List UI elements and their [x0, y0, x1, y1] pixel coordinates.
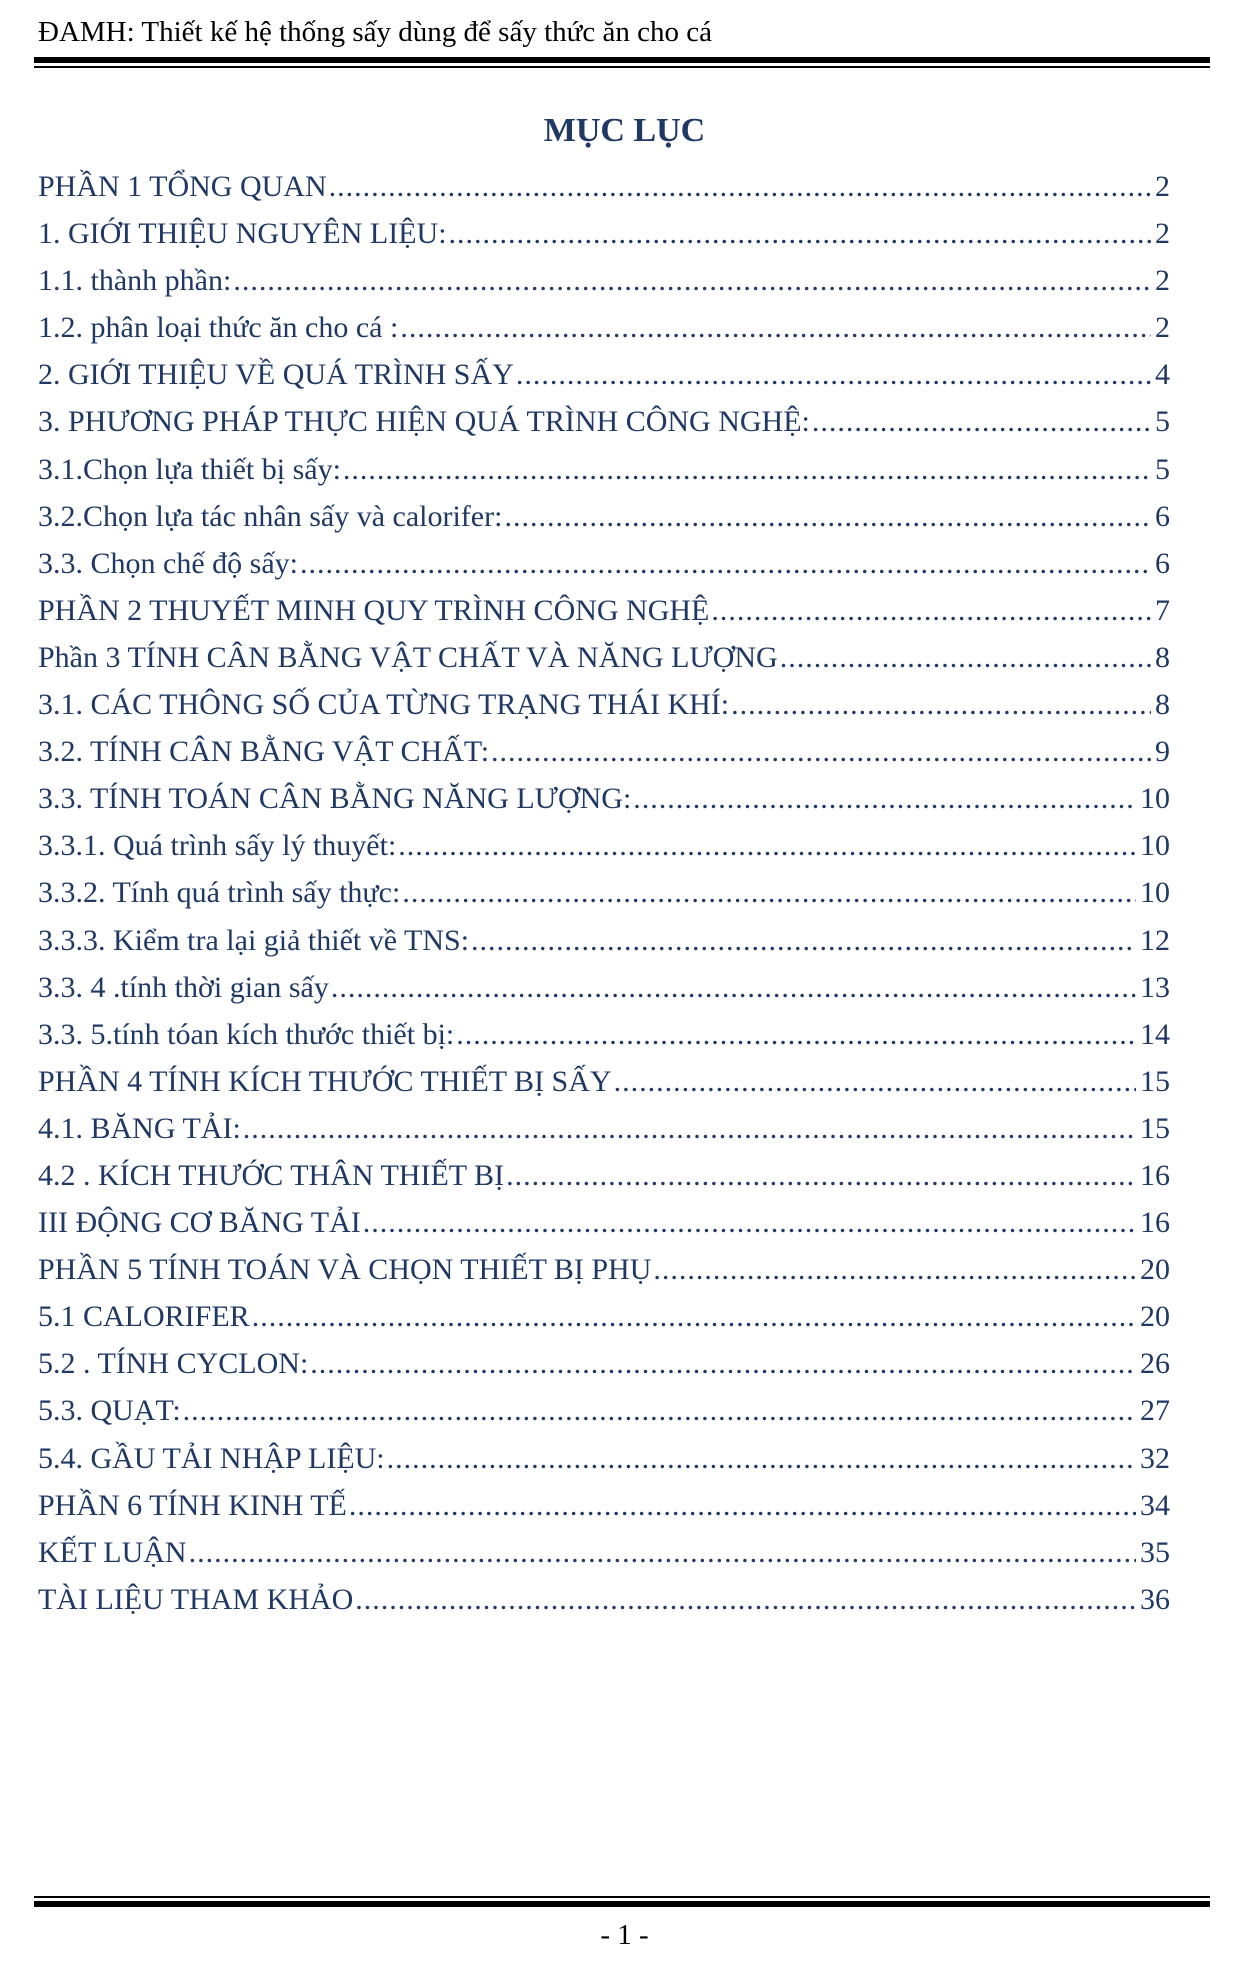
toc-entry-page: 10 — [1140, 829, 1170, 863]
toc-entry[interactable] — [38, 163, 1170, 210]
toc-entry-page: 35 — [1140, 1535, 1170, 1569]
toc-entry-page: 8 — [1155, 640, 1170, 674]
toc-entry-label: PHẦN 1 TỔNG QUAN — [38, 170, 327, 203]
dot-leader — [331, 964, 1136, 1011]
toc-entry-page: 13 — [1140, 970, 1170, 1004]
toc-entry-label: 3.3.2. Tính quá trình sấy thực: — [38, 876, 401, 910]
header-rule — [34, 57, 1210, 68]
toc-entry[interactable] — [38, 1576, 1170, 1623]
toc-entry[interactable] — [38, 1340, 1170, 1387]
toc-entry-page: 10 — [1140, 876, 1170, 910]
dot-leader — [516, 351, 1151, 398]
toc-entry-label: TÀI LIỆU THAM KHẢO — [38, 1582, 354, 1616]
toc-entry-label: 3.3.1. Quá trình sấy lý thuyết: — [38, 829, 397, 863]
toc-entry[interactable] — [38, 775, 1170, 822]
toc-entry-page: 15 — [1140, 1111, 1170, 1145]
toc-entry-label: 3.1.Chọn lựa thiết bị sấy: — [38, 452, 341, 486]
toc-entry-label: PHẦN 4 TÍNH KÍCH THƯỚC THIẾT BỊ SẤY — [38, 1064, 612, 1098]
toc-entry[interactable] — [38, 1199, 1170, 1246]
toc-entry[interactable] — [38, 446, 1170, 493]
dot-leader — [711, 587, 1151, 634]
table-of-contents — [38, 163, 1170, 1623]
toc-entry[interactable] — [38, 493, 1170, 540]
toc-entry-label: 3.3. 4 .tính thời gian sấy — [38, 970, 329, 1004]
page-number: - 1 - — [600, 1919, 649, 1951]
toc-entry-label: Phần 3 TÍNH CÂN BẰNG VẬT CHẤT VÀ NĂNG LƯỢNG — [38, 640, 778, 674]
dot-leader — [300, 540, 1151, 587]
toc-entry-page: 34 — [1140, 1488, 1170, 1522]
dot-leader — [633, 775, 1136, 822]
toc-entry-label: 1.1. thành phần: — [38, 264, 232, 298]
dot-leader — [189, 1529, 1136, 1576]
toc-entry[interactable] — [38, 1435, 1170, 1482]
toc-entry[interactable] — [38, 1293, 1170, 1340]
toc-entry[interactable] — [38, 634, 1170, 681]
toc-entry-label: 3.2.Chọn lựa tác nhân sấy và calorifer: — [38, 499, 503, 533]
dot-leader — [653, 1246, 1136, 1293]
toc-entry-page: 9 — [1155, 735, 1170, 769]
toc-entry-label: 3.2. TÍNH CÂN BẰNG VẬT CHẤT: — [38, 735, 490, 769]
toc-entry-page: 6 — [1155, 546, 1170, 580]
dot-leader — [491, 728, 1151, 775]
toc-entry[interactable] — [38, 1011, 1170, 1058]
dot-leader — [355, 1576, 1136, 1623]
toc-entry-label: 5.2 . TÍNH CYCLON: — [38, 1347, 309, 1381]
toc-entry[interactable] — [38, 964, 1170, 1011]
toc-entry[interactable] — [38, 1152, 1170, 1199]
dot-leader — [456, 1011, 1136, 1058]
dot-leader — [731, 681, 1151, 728]
toc-entry[interactable] — [38, 1387, 1170, 1434]
dot-leader — [780, 634, 1151, 681]
toc-entry-label: 5.4. GẦU TẢI NHẬP LIỆU: — [38, 1441, 385, 1475]
toc-entry-page: 4 — [1155, 358, 1170, 392]
toc-entry-page: 2 — [1155, 217, 1170, 251]
toc-entry-page: 5 — [1155, 405, 1170, 439]
toc-entry[interactable] — [38, 1246, 1170, 1293]
toc-entry-label: 1.2. phân loại thức ăn cho cá : — [38, 311, 399, 345]
toc-entry-label: 5.1 CALORIFER — [38, 1300, 250, 1334]
toc-entry[interactable] — [38, 869, 1170, 916]
toc-entry-page: 6 — [1155, 499, 1170, 533]
toc-entry[interactable] — [38, 398, 1170, 445]
dot-leader — [252, 1293, 1136, 1340]
toc-entry[interactable] — [38, 1529, 1170, 1576]
toc-entry[interactable] — [38, 681, 1170, 728]
dot-leader — [233, 257, 1151, 304]
dot-leader — [243, 1105, 1136, 1152]
running-header: ĐAMH: Thiết kế hệ thống sấy dùng để sấy thức ăn cho cá — [38, 16, 712, 48]
dot-leader — [400, 304, 1151, 351]
toc-entry-page: 8 — [1155, 688, 1170, 722]
toc-entry-label: 3.3. 5.tính tóan kích thước thiết bị: — [38, 1017, 455, 1051]
toc-entry-label: 5.3. QUẠT: — [38, 1394, 181, 1428]
toc-entry[interactable] — [38, 587, 1170, 634]
toc-entry[interactable] — [38, 822, 1170, 869]
toc-entry-page: 20 — [1140, 1253, 1170, 1287]
dot-leader — [310, 1340, 1136, 1387]
toc-entry-label: 3.3. Chọn chế độ sấy: — [38, 546, 298, 580]
toc-entry-page: 10 — [1140, 782, 1170, 816]
toc-entry-label: 2. GIỚI THIỆU VỀ QUÁ TRÌNH SẤY — [38, 358, 514, 392]
toc-entry-label: 3.3.3. Kiểm tra lại giả thiết về TNS: — [38, 923, 470, 957]
toc-entry[interactable] — [38, 1105, 1170, 1152]
dot-leader — [449, 210, 1151, 257]
toc-entry-label: 4.1. BĂNG TẢI: — [38, 1111, 241, 1145]
dot-leader — [471, 917, 1136, 964]
toc-entry-label: III ĐỘNG CƠ BĂNG TẢI — [38, 1206, 361, 1240]
dot-leader — [387, 1435, 1136, 1482]
toc-entry-page: 2 — [1155, 170, 1170, 203]
toc-entry-page: 2 — [1155, 264, 1170, 298]
toc-entry-page: 2 — [1155, 311, 1170, 345]
toc-entry-page: 12 — [1140, 923, 1170, 957]
toc-entry-label: PHẦN 5 TÍNH TOÁN VÀ CHỌN THIẾT BỊ PHỤ — [38, 1253, 652, 1287]
toc-entry[interactable] — [38, 257, 1170, 304]
toc-entry-label: KẾT LUẬN — [38, 1535, 187, 1569]
toc-entry-page: 16 — [1140, 1206, 1170, 1240]
toc-entry[interactable] — [38, 351, 1170, 398]
dot-leader — [349, 1482, 1136, 1529]
toc-entry-page: 20 — [1140, 1300, 1170, 1334]
toc-entry-label: 1. GIỚI THIỆU NGUYÊN LIỆU: — [38, 217, 447, 251]
dot-leader — [402, 869, 1136, 916]
dot-leader — [329, 163, 1151, 210]
toc-entry[interactable] — [38, 1482, 1170, 1529]
dot-leader — [504, 493, 1151, 540]
toc-entry[interactable] — [38, 1058, 1170, 1105]
toc-entry-page: 7 — [1155, 593, 1170, 627]
toc-entry-label: 3.1. CÁC THÔNG SỐ CỦA TỪNG TRẠNG THÁI KHÍ: — [38, 688, 730, 722]
toc-entry-page: 32 — [1140, 1441, 1170, 1475]
toc-entry-page: 15 — [1140, 1064, 1170, 1098]
dot-leader — [506, 1152, 1136, 1199]
toc-title: MỤC LỤC — [543, 112, 706, 149]
toc-entry-page: 36 — [1140, 1582, 1170, 1616]
toc-entry-page: 26 — [1140, 1347, 1170, 1381]
toc-entry-label: PHẦN 2 THUYẾT MINH QUY TRÌNH CÔNG NGHỆ — [38, 593, 710, 627]
toc-entry-page: 16 — [1140, 1158, 1170, 1192]
toc-entry-label: 4.2 . KÍCH THƯỚC THÂN THIẾT BỊ — [38, 1158, 505, 1192]
toc-entry-page: 5 — [1155, 452, 1170, 486]
toc-entry-label: 3. PHƯƠNG PHÁP THỰC HIỆN QUÁ TRÌNH CÔNG NGHỆ: — [38, 405, 810, 439]
toc-entry-page: 27 — [1140, 1394, 1170, 1428]
toc-entry[interactable] — [38, 540, 1170, 587]
dot-leader — [812, 398, 1151, 445]
dot-leader — [363, 1199, 1136, 1246]
dot-leader — [343, 446, 1151, 493]
toc-entry-label: 3.3. TÍNH TOÁN CÂN BẰNG NĂNG LƯỢNG: — [38, 782, 632, 816]
toc-entry-page: 14 — [1140, 1017, 1170, 1051]
toc-entry[interactable] — [38, 210, 1170, 257]
dot-leader — [398, 822, 1136, 869]
toc-entry[interactable] — [38, 304, 1170, 351]
dot-leader — [614, 1058, 1136, 1105]
footer-rule — [34, 1896, 1210, 1907]
toc-entry[interactable] — [38, 728, 1170, 775]
dot-leader — [183, 1387, 1136, 1434]
toc-entry[interactable] — [38, 917, 1170, 964]
toc-entry-label: PHẦN 6 TÍNH KINH TẾ — [38, 1488, 347, 1522]
